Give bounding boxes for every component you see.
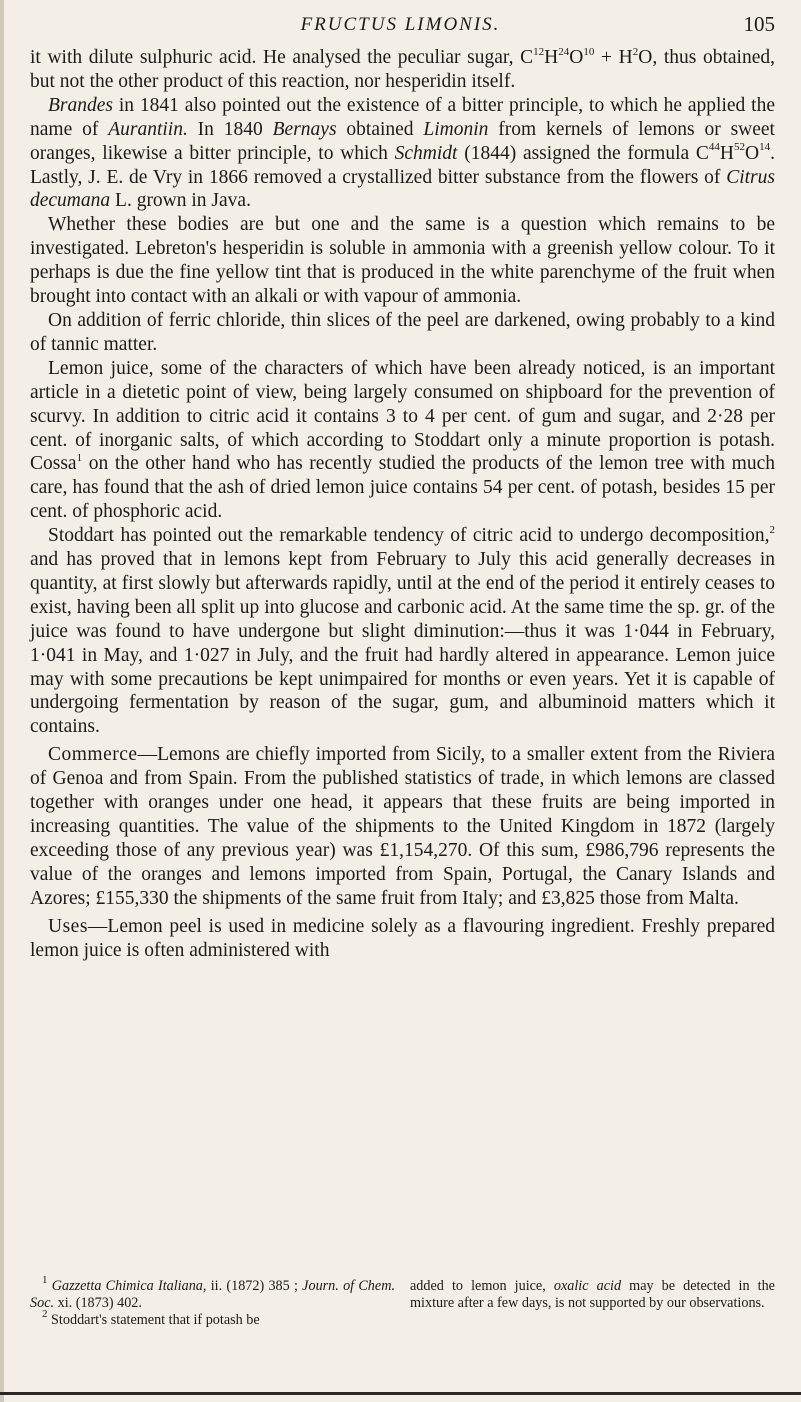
paragraph-4: On addition of ferric chloride, thin slices of the peel are darkened, owing probably to a kind of tannic matter. bbox=[30, 309, 775, 355]
paragraph-1: it with dilute sulphuric acid. He analysed the peculiar sugar, $C^{12}H^{24}O^{10} + H^2O$, thus obtained, but not the other product of this reaction, nor hesperidin itself. bbox=[30, 45, 775, 92]
page-number: 105 bbox=[743, 12, 775, 36]
footnote-2-continued: added to lemon juice, oxalic acid may be detected in the mixture after a few days, is not supported by our observations. bbox=[410, 1278, 775, 1311]
section-commerce: Commerce—Lemons are chiefly imported from Sicily, to a smaller extent from the Riviera of Genoa and from Spain. From the published statistics of trade, in which lemons are classed together with oranges under one head, it appears that these fruits are being imported in increasing quantities. The value of the shipments to the United Kingdom in 1872 (largely exceeding those of any previous year) was £1,154,270. Of this sum, £986,796 represents the value of the oranges and lemons imported from Spain, Portugal, the Canary Islands and Azores; £155,330 the shipments of the same fruit from Italy; and £3,825 those from Malta. bbox=[30, 744, 775, 909]
footnotes-left-column bbox=[30, 1274, 395, 1329]
footnote-2: $^2$ Stoddart's statement that if potash be bbox=[42, 1308, 260, 1328]
footnote-ref-2: 2 bbox=[769, 523, 775, 536]
section-heading-uses: Uses bbox=[48, 915, 88, 937]
body-text bbox=[30, 46, 775, 962]
paragraph-2: Brandes in 1841 also pointed out the existence of a bitter principle, to which he applied the name of Aurantiin. In 1840 Bernays obtained Limonin from kernels of lemons or sweet oranges, likewise a bitter principle, to which Schmidt (1844) assigned the formula $C^{44}H^{52}O^{14}$. Lastly, J. E. de Vry in 1866 removed a crystallized bitter substance from the flowers of Citrus decumana L. grown in Java. bbox=[30, 94, 775, 212]
section-uses: Uses—Lemon peel is used in medicine solely as a flavouring ingredient. Freshly prepared lemon juice is often administered with bbox=[30, 915, 775, 961]
footnotes bbox=[30, 1274, 775, 1329]
paragraph-5: Lemon juice, some of the characters of which have been already noticed, is an important article in a dietetic point of view, being largely consumed on shipboard for the prevention of scurvy. In addition to citric acid it contains 3 to 4 per cent. of gum and sugar, and 2·28 per cent. of inorganic salts, of which according to Stoddart only a minute proportion is potash. Cossa$^1$ on the other hand who has recently studied the products of the lemon tree with much care, has found that the ash of dried lemon juice contains 54 per cent. of potash, besides 15 per cent. of phosphoric acid. bbox=[30, 357, 775, 523]
paragraph-3: Whether these bodies are but one and the same is a question which remains to be investigated. Lebreton's hesperidin is soluble in ammonia with a greenish yellow colour. To it perhaps is due the fine yellow tint that is produced in the white parenchyme of the fruit when brought into contact with an alkali or with vapour of ammonia. bbox=[30, 214, 775, 308]
page-edge-shadow bbox=[0, 0, 4, 1402]
footnote-1: $^1$ Gazzetta Chimica Italiana, ii. (1872) 385 ; Journ. of Chem. Soc. xi. (1873) 402. bbox=[30, 1274, 395, 1311]
section-heading-commerce: Commerce bbox=[48, 744, 138, 766]
bottom-edge-rule bbox=[0, 1392, 801, 1395]
footnote-ref-1: 1 bbox=[76, 451, 83, 464]
paragraph-6: Stoddart has pointed out the remarkable tendency of citric acid to undergo decomposition,$^2$ and has proved that in lemons kept from February to July this acid generally decreases in quantity, at first slowly but afterwards rapidly, until at the end of the period it entirely ceases to exist, having been all split up into glucose and carbonic acid. At the same time the sp. gr. of the juice was found to have undergone but slight diminution:—thus it was 1·044 in February, 1·041 in May, and 1·027 in July, and the fruit had hardly altered in appearance. Lemon juice may with some precautions be kept unimpaired for months or even years. Yet it is capable of undergoing fermentation by reason of the sugar, gum, and albuminoid matters which it contains. bbox=[30, 523, 775, 738]
page-header bbox=[0, 14, 801, 44]
running-head: FRUCTUS LIMONIS. bbox=[300, 14, 501, 35]
footnotes-right-column bbox=[410, 1278, 775, 1329]
